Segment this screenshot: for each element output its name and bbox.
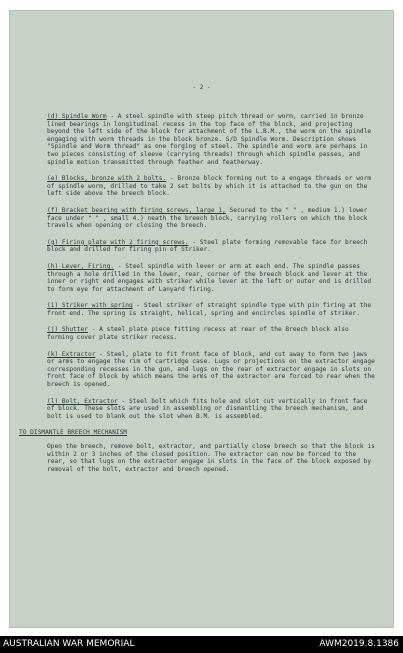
paragraph-title: (g) Firing plate with 2 firing screws. bbox=[47, 238, 189, 246]
footer-institution: AUSTRALIAN WAR MEMORIAL bbox=[3, 639, 135, 649]
paragraph-title: (f) Bracket bearing with firing screws, large 1, bbox=[47, 206, 226, 214]
paragraph-title: (e) Blocks, bronze with 2 bolts. bbox=[47, 175, 167, 183]
paragraph-spindle-worm bbox=[47, 113, 375, 166]
paragraph-title: (k) Extractor bbox=[47, 350, 96, 358]
paragraph-title: (l) Bolt, Extractor bbox=[47, 397, 118, 405]
paragraph-title: (d) Spindle Worm bbox=[47, 113, 107, 120]
footer-accession-number: AWM2019.8.1386 bbox=[319, 639, 399, 649]
paragraph-text: - A steel plate piece fitting recess at rear of the Breech block also forming cover plate striker recess. bbox=[47, 326, 349, 342]
paragraph-text: - Steel plate forming removable face for breech block and drilled for firing pin of Striker. bbox=[47, 238, 368, 254]
paragraph-text: - Steel bolt which fits hole and slot cut vertically in front face of block. These slots are used in assembling or dismantling the breech mechanism, and bolt is used to blank out the slot when B.M. is assembled. bbox=[47, 397, 368, 420]
paragraph-text: - Steel striker of straight spindle type with pin firing at the front end. The spring is straight, helical, spring and encircles spindle of striker. bbox=[47, 302, 372, 317]
paragraph-bolt-extractor bbox=[47, 398, 375, 421]
paragraph-text: Secured to the " " , medium 1.) lower face under " " , small 4.) neath the breech block, carrying rollers on which the block travels when opening or closing the breech. bbox=[47, 206, 368, 230]
paragraph-title: (i) Striker with spring bbox=[47, 302, 133, 310]
document-body bbox=[19, 113, 375, 473]
paragraph-extractor bbox=[47, 351, 375, 389]
paragraph-blocks-bronze bbox=[47, 175, 375, 198]
paragraph-text: - Steel, plate to fit front face of block, and cut away to form two jaws or arms to engage the rim of cartridge case. Lugs or projections on the extractor engage corresponding recesses in the gun, and lugs on the rear of extractor engage in slots on front face of block by which means the arms of the extractor are forced to rear when the breech is opened. bbox=[47, 350, 375, 389]
paragraph-text: - Bronze block forming nut to a engage threads or worm of spindle worm, drilled to take 2 set bolts by which it is attached to the gun on the left side above the breech block. bbox=[47, 175, 372, 198]
paragraph-shutter bbox=[47, 326, 375, 341]
section-paragraph: Open the breech, remove bolt, extractor, and partially close breech so that the block is within 2 or 3 inches of the closed position. The extractor can now be forced to the rear, so that lugs on the extractor engage in slots in the face of the block exposed by removal of the bolt, extractor and breech opened. bbox=[47, 443, 375, 473]
paragraph-text: - Steel spindle with lever or arm at each end. The spindle passes through a hole drilled in the lower, rear, corner of the breech block and lever at the inner or right end engages with striker while lever at the left or outer end is drilled to form eye for attachment of Lanyard firing. bbox=[47, 262, 372, 293]
document-page bbox=[9, 10, 394, 628]
paragraph-bracket-bearing bbox=[47, 207, 375, 230]
page-number: - 2 - bbox=[192, 84, 211, 91]
archive-footer bbox=[0, 636, 403, 653]
section-heading: TO DISMANTLE BREECH MECHANISM bbox=[19, 429, 128, 437]
paragraph-title: (j) Shutter bbox=[47, 326, 88, 334]
paragraph-striker bbox=[47, 302, 375, 317]
paragraph-text: - A steel spindle with steep pitch thread or worm, carried in bronze lined bearings in longitudinal recess in the top face of the block, and projecting beyond the left side of the block for attachment of the L.B.M., the worm on the spindle engaging with worm threads in the block bronze. S/D Spindle Worm. Description shows "Spindle and Worm thread" as one forging of steel. The spindle and worm are perhaps in two pieces consisting of sleeve (carrying threads) through which spindle passes, and spindle motion transmitted through feather and featherway. bbox=[47, 113, 372, 166]
paragraph-lever-firing bbox=[47, 263, 375, 293]
paragraph-firing-plate bbox=[47, 239, 375, 254]
paragraph-title: (h) Lever, Firing. bbox=[47, 262, 115, 270]
